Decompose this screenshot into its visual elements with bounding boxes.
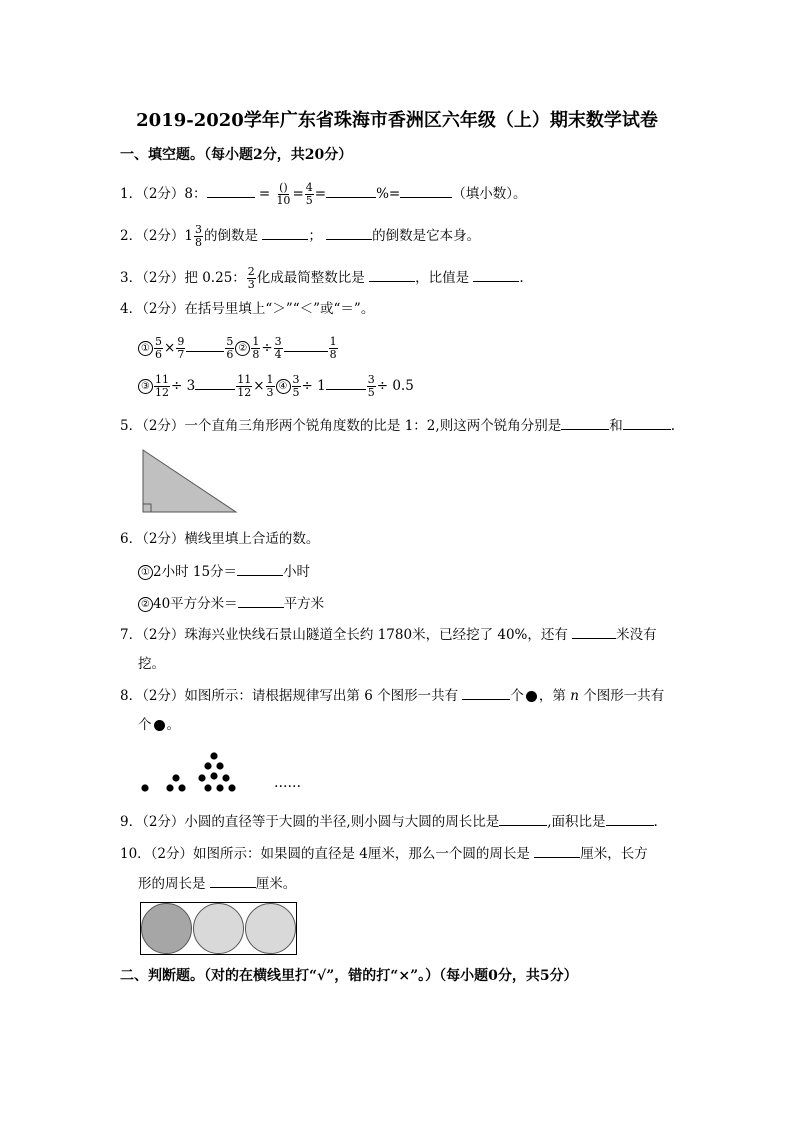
- answer-blank[interactable]: [473, 268, 519, 282]
- circle-shaded: [142, 904, 192, 954]
- question-5: 5．（2分）一个直角三角形两个锐角度数的比是 1：2,则这两个锐角分别是 和 .: [120, 418, 675, 434]
- compare-blank[interactable]: [284, 338, 328, 352]
- answer-blank[interactable]: [572, 625, 616, 639]
- pattern-2: [166, 774, 185, 791]
- answer-blank[interactable]: [400, 184, 452, 198]
- black-dot-icon: [526, 691, 537, 702]
- question-3: 3．（2分）把 0.25： $\frac{2}{3}$ 化成最简整数比是 ，比值是 .: [120, 265, 524, 291]
- question-7-line-2: 挖。: [138, 656, 165, 672]
- fraction: $\frac{3}{8}$: [195, 223, 203, 249]
- circle-light: [246, 904, 296, 954]
- circle-light: [194, 904, 244, 954]
- pattern-1: [141, 784, 148, 791]
- section-1-heading: 一、填空题。（每小题2分，共20分）: [120, 147, 353, 163]
- answer-blank[interactable]: [207, 184, 255, 198]
- compare-blank[interactable]: [195, 376, 235, 390]
- compare-blank[interactable]: [186, 338, 224, 352]
- question-9: 9．（2分）小圆的直径等于大圆的半径,则小圆与大圆的周长比是 ,面积比是 .: [120, 814, 658, 830]
- three-circles-figure: [140, 902, 298, 956]
- answer-blank[interactable]: [623, 416, 671, 430]
- pattern-3: [198, 752, 235, 791]
- answer-blank[interactable]: [326, 184, 376, 198]
- question-10-line-2: 形的周长是 厘米。: [138, 876, 297, 892]
- answer-blank[interactable]: [238, 594, 284, 608]
- question-2: 2．（2分）1 $\frac{3}{8}$ 的倒数是 ； 的倒数是它本身。: [120, 223, 481, 249]
- black-dot-icon: [154, 720, 165, 731]
- question-7: 7．（2分）珠海兴业快线石景山隧道全长约 1780米，已经挖了 40%，还有 米没有: [120, 627, 657, 643]
- answer-blank[interactable]: [237, 562, 283, 576]
- question-8: 8．（2分）如图所示：请根据规律写出第 6 个图形一共有 个 ，第 n 个图形一共有: [120, 688, 665, 704]
- fraction: $\frac{2}{3}$: [247, 265, 255, 291]
- answer-blank[interactable]: [534, 844, 580, 858]
- fraction: $\frac{4}{5}$: [305, 181, 313, 207]
- question-6-a: ① 2小时 15分＝ 小时: [138, 562, 310, 581]
- answer-blank[interactable]: [462, 686, 510, 700]
- question-8-line-2: 个 。: [138, 717, 180, 733]
- answer-blank[interactable]: [606, 812, 654, 826]
- answer-blank[interactable]: [561, 416, 609, 430]
- answer-blank[interactable]: [369, 268, 415, 282]
- right-triangle: [143, 450, 236, 512]
- compare-blank[interactable]: [326, 376, 366, 390]
- answer-blank[interactable]: [262, 226, 308, 240]
- right-triangle-figure: [140, 450, 240, 514]
- question-4-row-1: ① $\frac{5}{6}$ × $\frac{9}{7}$ $\frac{5}{6}$ ② $\frac{1}{8}$ ÷ $\frac{3}{4}$ $\frac{1}{8}$: [138, 336, 339, 361]
- page-title: 2019-2020学年广东省珠海市香洲区六年级（上）期末数学试卷: [136, 110, 658, 131]
- question-4: 4．（2分）在括号里填上“＞”“＜”或“＝”。: [120, 301, 375, 317]
- fraction: $\frac{()}{10}$: [276, 181, 291, 207]
- pattern-ellipsis: ……: [274, 775, 301, 791]
- question-6-b: ② 40平方分米＝ 平方米: [138, 594, 324, 613]
- question-10: 10．（2分）如图所示：如果圆的直径是 4厘米，那么一个圆的周长是 厘米，长方: [120, 846, 648, 862]
- answer-blank[interactable]: [210, 874, 256, 888]
- section-2-heading: 二、判断题。（对的在横线里打“√”，错的打“×”。）（每小题0分，共5分）: [120, 968, 578, 984]
- answer-blank[interactable]: [499, 812, 547, 826]
- question-4-row-2: ③ $\frac{11}{12}$ ÷ 3 $\frac{11}{12}$ × $\frac{1}{3}$ ④ $\frac{3}{5}$ ÷ 1 $\frac{3}{5}$ ÷ 0.5: [138, 374, 414, 399]
- question-6: 6．（2分）横线里填上合适的数。: [120, 531, 320, 547]
- answer-blank[interactable]: [326, 226, 372, 240]
- question-1: 1．（2分）8： = $\frac{()}{10}$ = $\frac{4}{5}$ = %= （填小数）。: [120, 181, 527, 207]
